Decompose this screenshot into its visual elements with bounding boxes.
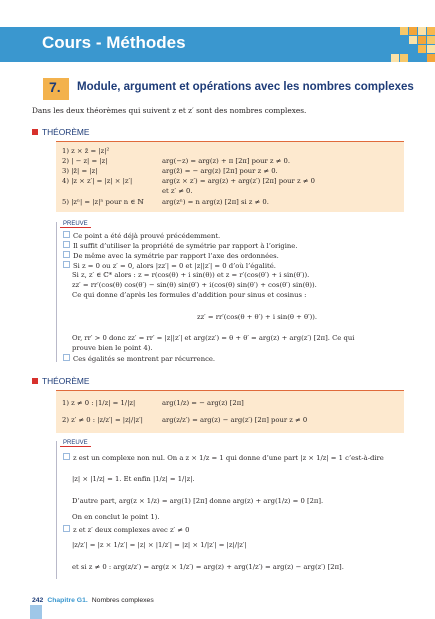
chapter-name: Nombres complexes — [91, 597, 154, 604]
step-square-icon — [63, 261, 70, 268]
proof-line: zz′ = rr′(cos(θ) cos(θ′) − sin(θ) sin(θ′) + i(cos(θ) sin(θ′) + cos(θ′) sin(θ)). — [72, 281, 317, 289]
proof-line: z est un complexe non nul. On a z × 1/z = 1 qui donne d’une part |z × 1/z| = 1 c’est-à-dire — [63, 453, 384, 462]
decor-square — [427, 54, 435, 62]
theorem-row-right: arg(z̄) = − arg(z) [2π] pour z ≠ 0. — [162, 167, 278, 175]
theorem-heading — [32, 376, 89, 386]
theorem-row-right: arg(−z) = arg(z) + π [2π] pour z ≠ 0. — [162, 157, 290, 165]
page-title: Cours - Méthodes — [42, 33, 186, 52]
header-banner — [0, 27, 435, 62]
decor-square — [418, 45, 426, 53]
page-number: 242 — [32, 597, 44, 604]
decor-square — [391, 54, 399, 62]
section-number: 7. — [49, 79, 61, 95]
theorem-row-left: 1) z ≠ 0 : |1/z| = 1/|z| — [62, 399, 136, 407]
proof-line: Ce qui donne d’après les formules d’addition pour sinus et cosinus : — [72, 291, 307, 299]
proof-line: Il suffit d’utiliser la propriété de symétrie par rapport à l’origine. — [63, 241, 298, 250]
intro-text: Dans les deux théorèmes qui suivent z et z′ sont des nombres complexes. — [32, 106, 307, 115]
theorem-row-right: et z′ ≠ 0. — [162, 187, 193, 195]
decor-square — [427, 27, 435, 35]
step-square-icon — [63, 241, 70, 248]
decor-square — [400, 27, 408, 35]
red-square-icon — [32, 378, 38, 384]
theorem-row-left: 3) |z̄| = |z| — [62, 167, 98, 175]
decor-square — [427, 45, 435, 53]
proof-line: z et z′ deux complexes avec z′ ≠ 0 — [63, 525, 189, 534]
proof-line: On en conclut le point 1). — [72, 513, 160, 521]
red-square-icon — [32, 129, 38, 135]
proof-line: Ce point a été déjà prouvé précédemment. — [63, 231, 220, 240]
proof-block — [56, 222, 405, 362]
proof-line: Si z, z′ ∈ ℂ* alors : z = r(cos(θ) + i sin(θ)) et z = r′(cos(θ′) + i sin(θ′)). — [72, 271, 310, 279]
decor-square — [418, 36, 426, 44]
proof-line: et si z ≠ 0 : arg(z/z′) = arg(z × 1/z′) = arg(z) + arg(1/z′) = arg(z) − arg(z′) [2π]. — [72, 563, 344, 571]
theorem-box — [56, 390, 404, 433]
proof-line: D’autre part, arg(z × 1/z) = arg(1) [2π] donne arg(z) + arg(1/z) = 0 [2π]. — [72, 497, 324, 505]
theorem-row-left: 4) |z × z′| = |z| × |z′| — [62, 177, 133, 185]
step-square-icon — [63, 251, 70, 258]
theorem-row-left: 1) z × z̄ = |z|² — [62, 147, 110, 155]
proof-line: Si z = 0 ou z′ = 0, alors |zz′| = 0 et |z||z′| = 0 d’où l’égalité. — [63, 261, 276, 270]
theorem-row-right: arg(z × z′) = arg(z) + arg(z′) [2π] pour z ≠ 0 — [162, 177, 315, 185]
decor-square — [409, 27, 417, 35]
page-footer — [32, 597, 154, 604]
proof-label: PREUVE — [60, 440, 91, 447]
proof-line: Ces égalités se montrent par récurrence. — [63, 354, 215, 363]
proof-line: De même avec la symétrie par rapport l’axe des ordonnées. — [63, 251, 279, 260]
step-square-icon — [63, 354, 70, 361]
theorem-label: THÉORÈME — [42, 376, 90, 386]
chapter-label: Chapitre G1. — [47, 597, 88, 604]
section-number-box — [43, 78, 69, 100]
section-title: Module, argument et opérations avec les nombres complexes — [77, 81, 414, 93]
proof-line: prouve bien le point 4). — [72, 344, 153, 352]
theorem-heading — [32, 127, 89, 137]
theorem-row-left: 2) | − z| = |z| — [62, 157, 108, 165]
decor-square — [427, 36, 435, 44]
proof-label: PREUVE — [60, 221, 91, 228]
proof-line: |z/z′| = |z × 1/z′| = |z| × |1/z′| = |z| × 1/|z′| = |z|/|z′| — [72, 541, 247, 549]
decor-square — [409, 36, 417, 44]
theorem-row-left: 2) z′ ≠ 0 : |z/z′| = |z|/|z′| — [62, 416, 143, 424]
step-square-icon — [63, 525, 70, 532]
theorem-label: THÉORÈME — [42, 127, 90, 137]
theorem-row-left: 5) |zⁿ| = |z|ⁿ pour n ∈ ℕ — [62, 198, 144, 206]
step-square-icon — [63, 453, 70, 460]
theorem-row-right: arg(1/z) = − arg(z) [2π] — [162, 399, 244, 407]
decor-square — [418, 27, 426, 35]
proof-line: |z| × |1/z| = 1. Et enfin |1/z| = 1/|z|. — [72, 475, 195, 483]
theorem-row-right: arg(z/z′) = arg(z) − arg(z′) [2π] pour z ≠ 0 — [162, 416, 308, 424]
theorem-box — [56, 141, 404, 212]
decor-square — [400, 54, 408, 62]
proof-equation: zz′ = rr′(cos(θ + θ′) + i sin(θ + θ′)). — [197, 313, 318, 321]
proof-line: Or, rr′ > 0 donc zz′ = rr′ = |z||z′| et arg(zz′) = θ + θ′ = arg(z) + arg(z′) [2π]. Ce qui — [72, 334, 355, 342]
footer-color-block — [30, 605, 42, 619]
theorem-row-right: arg(zⁿ) = n arg(z) [2π] si z ≠ 0. — [162, 198, 269, 206]
proof-block — [56, 441, 405, 579]
step-square-icon — [63, 231, 70, 238]
